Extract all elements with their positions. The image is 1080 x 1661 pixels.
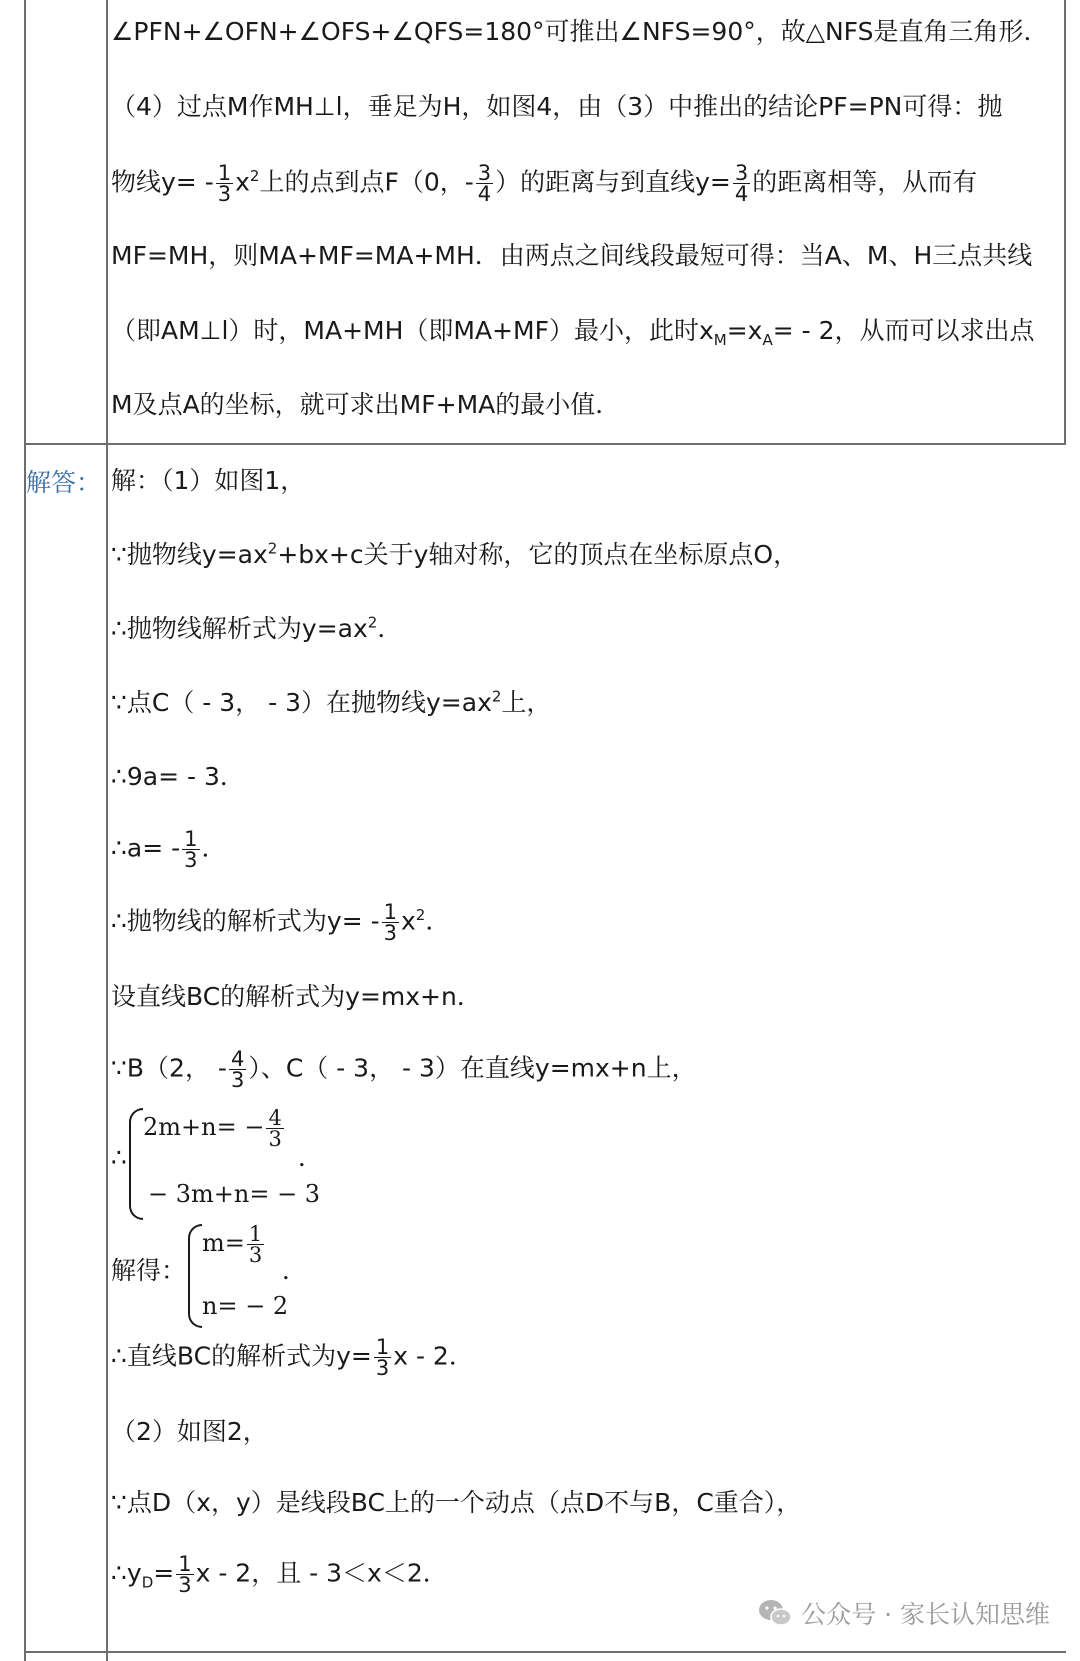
table-row-divider [24, 443, 1066, 445]
left-brace-1 [129, 1108, 143, 1220]
equation-system-2-prefix: 解得： [111, 1256, 187, 1285]
system-2-eq-2: n= − 2 [202, 1292, 289, 1320]
answer-step-8: 设直线BC的解析式为y=mx+n． [111, 982, 482, 1011]
fraction: $\frac{1}{3}$ [184, 827, 198, 872]
answer-label: 解答： [26, 468, 102, 497]
analysis-line-1: ∠PFN+∠OFN+∠OFS+∠QFS=180°可推出∠NFS=90°，故△NFS是直角三角形． [111, 17, 1049, 46]
answer-step-3: ∴抛物线解析式为$y=ax^2$． [111, 613, 403, 643]
system-2-eq-1: m= $\frac{1}{3}$ [202, 1222, 263, 1267]
fraction: $\frac{3}{4}$ [734, 161, 749, 206]
analysis-line-2: （4）过点M作MH⊥l，垂足为H，如图4，由（3）中推出的结论PF=PN可得：抛 [111, 92, 1003, 121]
system-1-eq-1: 2m+n= − $\frac{4}{3}$ [143, 1106, 282, 1151]
table-bottom-border [24, 1651, 1066, 1653]
fraction: $\frac{1}{3}$ [375, 1335, 390, 1380]
answer-step-9: ∵B（2， - $\frac{4}{3}$ ）、C（ - 3， - 3）在直线y=mx+n上， [111, 1047, 697, 1092]
answer-step-4: ∵点C（ - 3， - 3）在抛物线$y=ax^2$上， [111, 687, 552, 717]
fraction: $\frac{4}{3}$ [268, 1106, 282, 1151]
fraction: $\frac{4}{3}$ [230, 1047, 245, 1092]
answer-step-2: ∵抛物线$y=ax^2+bx+c$关于y轴对称，它的顶点在坐标原点O， [111, 539, 799, 569]
system-1-eq-2: − 3m+n= − 3 [148, 1180, 321, 1208]
analysis-line-5: （即AM⊥l）时，MA+MH（即MA+MF）最小，此时$x_M=x_A= - 2$，从而可以求出点 [111, 316, 1035, 349]
analysis-line-3: 物线y= - $\frac{1}{3}$ $x^2$上的点到点F（0，- $\frac{3}{4}$ ）的距离与到直线y= $\frac{3}{4}$ 的距离相等，从而有 [111, 161, 978, 206]
wechat-icon [757, 1598, 793, 1628]
analysis-line-4: MF=MH，则MA+MF=MA+MH．由两点之间线段最短可得：当A、M、H三点共线 [111, 241, 1033, 270]
fraction: $\frac{1}{3}$ [217, 161, 232, 206]
fraction: $\frac{1}{3}$ [383, 900, 397, 945]
watermark [757, 1595, 1050, 1631]
analysis-line-6: M及点A的坐标，就可求出MF+MA的最小值． [111, 390, 621, 419]
answer-step-13: （2）如图2， [111, 1417, 268, 1446]
answer-step-5: ∴9a= - 3． [111, 762, 245, 791]
table-column-divider [106, 0, 108, 1661]
table-left-border [24, 0, 26, 1661]
table-right-border [1064, 0, 1066, 445]
watermark-text: 公众号 · 家长认知思维 [801, 1600, 1050, 1629]
system-1-end: ． [298, 1143, 324, 1172]
answer-step-12: ∴直线BC的解析式为y= $\frac{1}{3}$ x - 2． [111, 1335, 474, 1380]
answer-step-7: ∴抛物线的解析式为y= - $\frac{1}{3}$ $x^2$． [111, 900, 451, 945]
system-2-end: ． [282, 1256, 308, 1285]
fraction: $\frac{1}{3}$ [248, 1222, 263, 1267]
fraction: $\frac{1}{3}$ [178, 1552, 192, 1597]
answer-step-6: ∴a= - $\frac{1}{3}$ ． [111, 827, 227, 872]
left-brace-2 [188, 1224, 202, 1328]
answer-step-1: 解：（1）如图1， [111, 466, 306, 495]
answer-step-15: $\therefore y_D=$ $\frac{1}{3}$ x - 2，且 - 3＜x＜2． [111, 1552, 448, 1597]
fraction: $\frac{3}{4}$ [477, 161, 492, 206]
answer-step-14: ∵点D（x，y）是线段BC上的一个动点（点D不与B，C重合）， [111, 1488, 802, 1517]
equation-system-1-prefix: ∴ [111, 1143, 127, 1172]
